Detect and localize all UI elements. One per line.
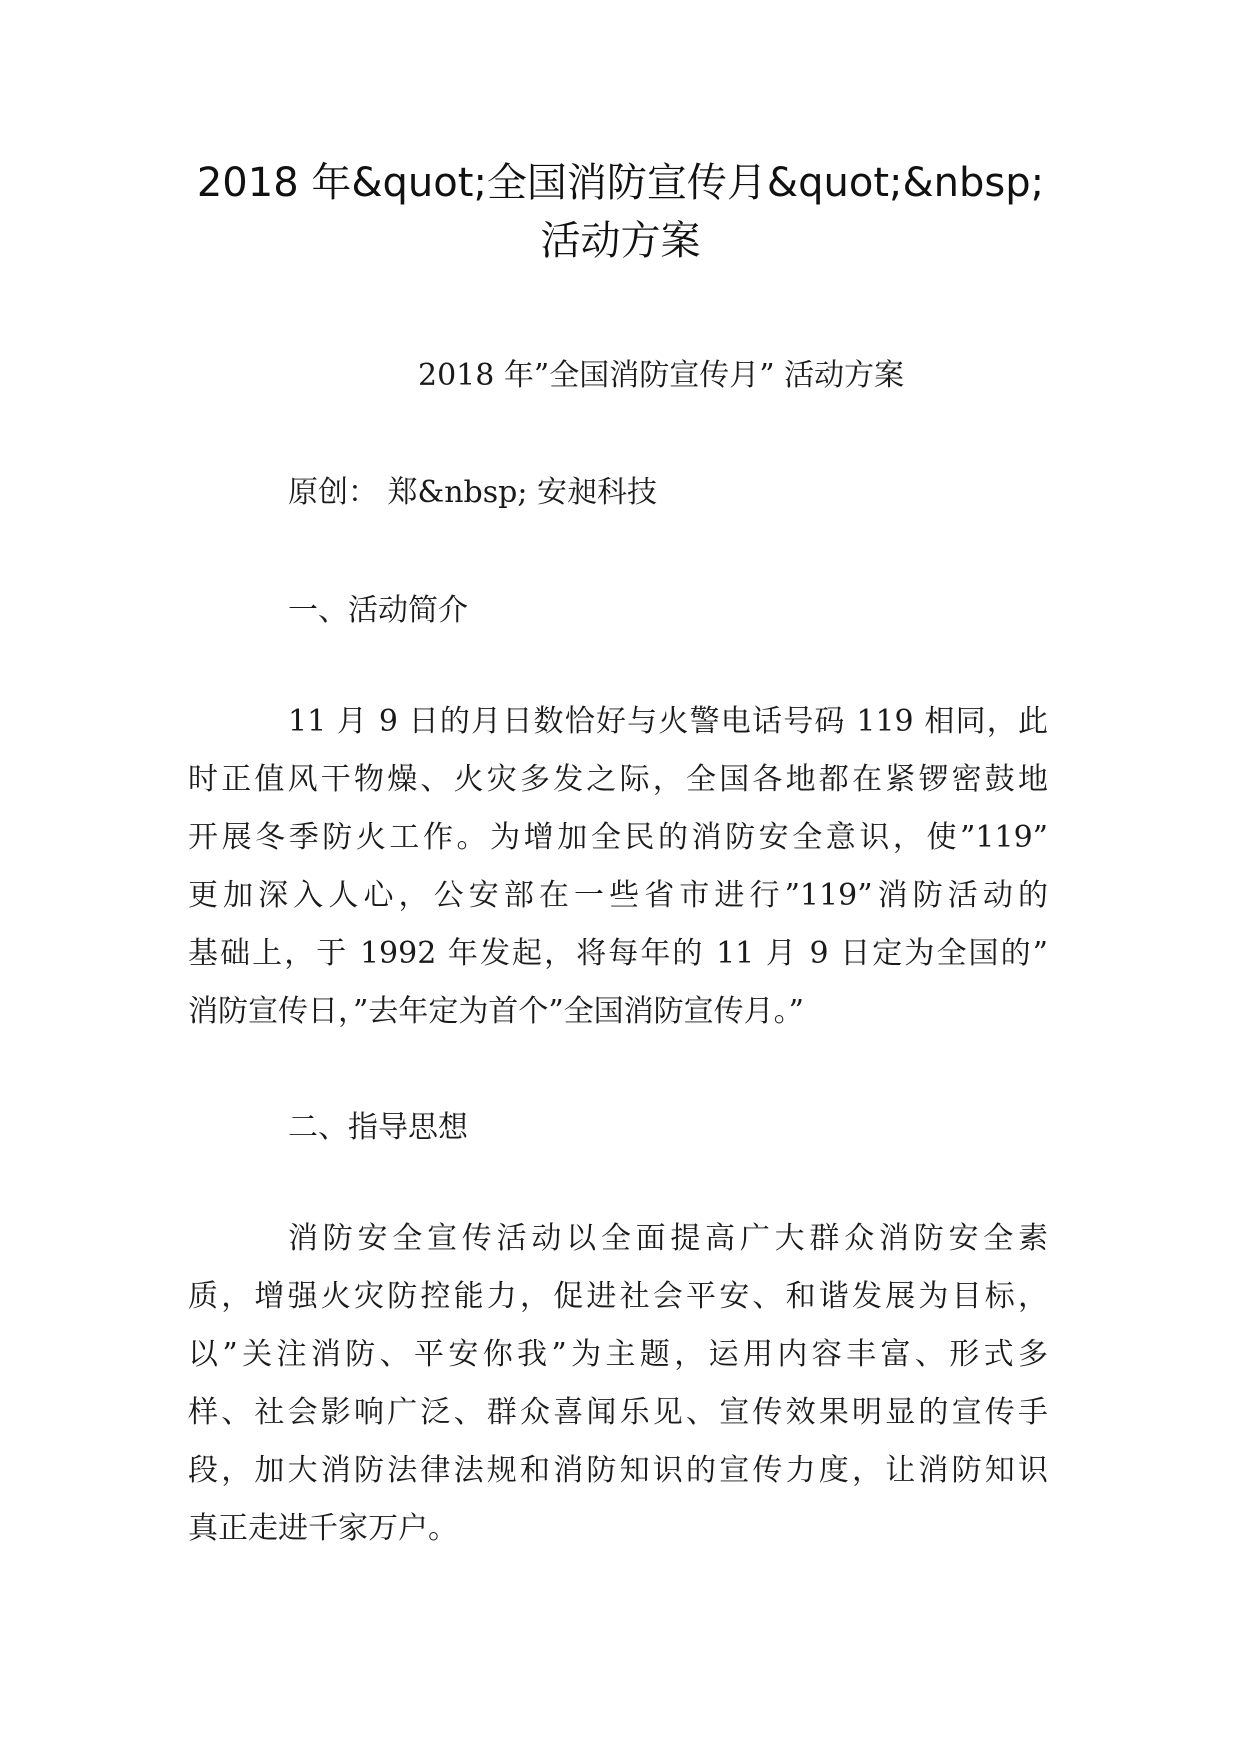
paragraph-line: 消防宣传日，”去年定为首个”全国消防宣传月。”	[188, 994, 805, 1029]
paragraph-line: 真正走进千家万户。	[188, 1511, 458, 1546]
section-heading-guiding-ideas: 二、指导思想	[288, 1110, 468, 1145]
document-subtitle: 2018 年”全国消防宣传月” 活动方案	[418, 358, 905, 393]
paragraph-line: 样、社会影响广泛、群众喜闻乐见、宣传效果明显的宣传手	[188, 1395, 1048, 1430]
document-title-line-1: 2018 年&quot;全国消防宣传月&quot;&nbsp;	[196, 160, 1045, 206]
paragraph-line: 质，增强火灾防控能力，促进社会平安、和谐发展为目标，	[188, 1279, 1048, 1314]
section-heading-intro: 一、活动简介	[288, 593, 468, 628]
paragraph-line: 基础上，于 1992 年发起，将每年的 11 月 9 日定为全国的”	[188, 936, 1048, 971]
paragraph-line: 以”关注消防、平安你我”为主题，运用内容丰富、形式多	[188, 1337, 1048, 1372]
document-title-line-2: 活动方案	[540, 218, 701, 264]
section-paragraph-guiding-ideas	[188, 1210, 1048, 1558]
paragraph-line: 消防安全宣传活动以全面提高广大群众消防安全素	[288, 1221, 1048, 1256]
paragraph-line: 开展冬季防火工作。为增加全民的消防安全意识，使”119”	[188, 820, 1048, 855]
section-paragraph-intro	[188, 693, 1048, 1041]
paragraph-line: 时正值风干物燥、火灾多发之际，全国各地都在紧锣密鼓地	[188, 762, 1048, 797]
author-line: 原创： 郑&nbsp; 安昶科技	[288, 475, 658, 510]
paragraph-line: 段，加大消防法律法规和消防知识的宣传力度，让消防知识	[188, 1453, 1048, 1488]
paragraph-line: 更加深入人心，公安部在一些省市进行”119”消防活动的	[188, 878, 1048, 913]
document-title	[140, 154, 1101, 270]
paragraph-line: 11 月 9 日的月日数恰好与火警电话号码 119 相同，此	[288, 704, 1048, 739]
